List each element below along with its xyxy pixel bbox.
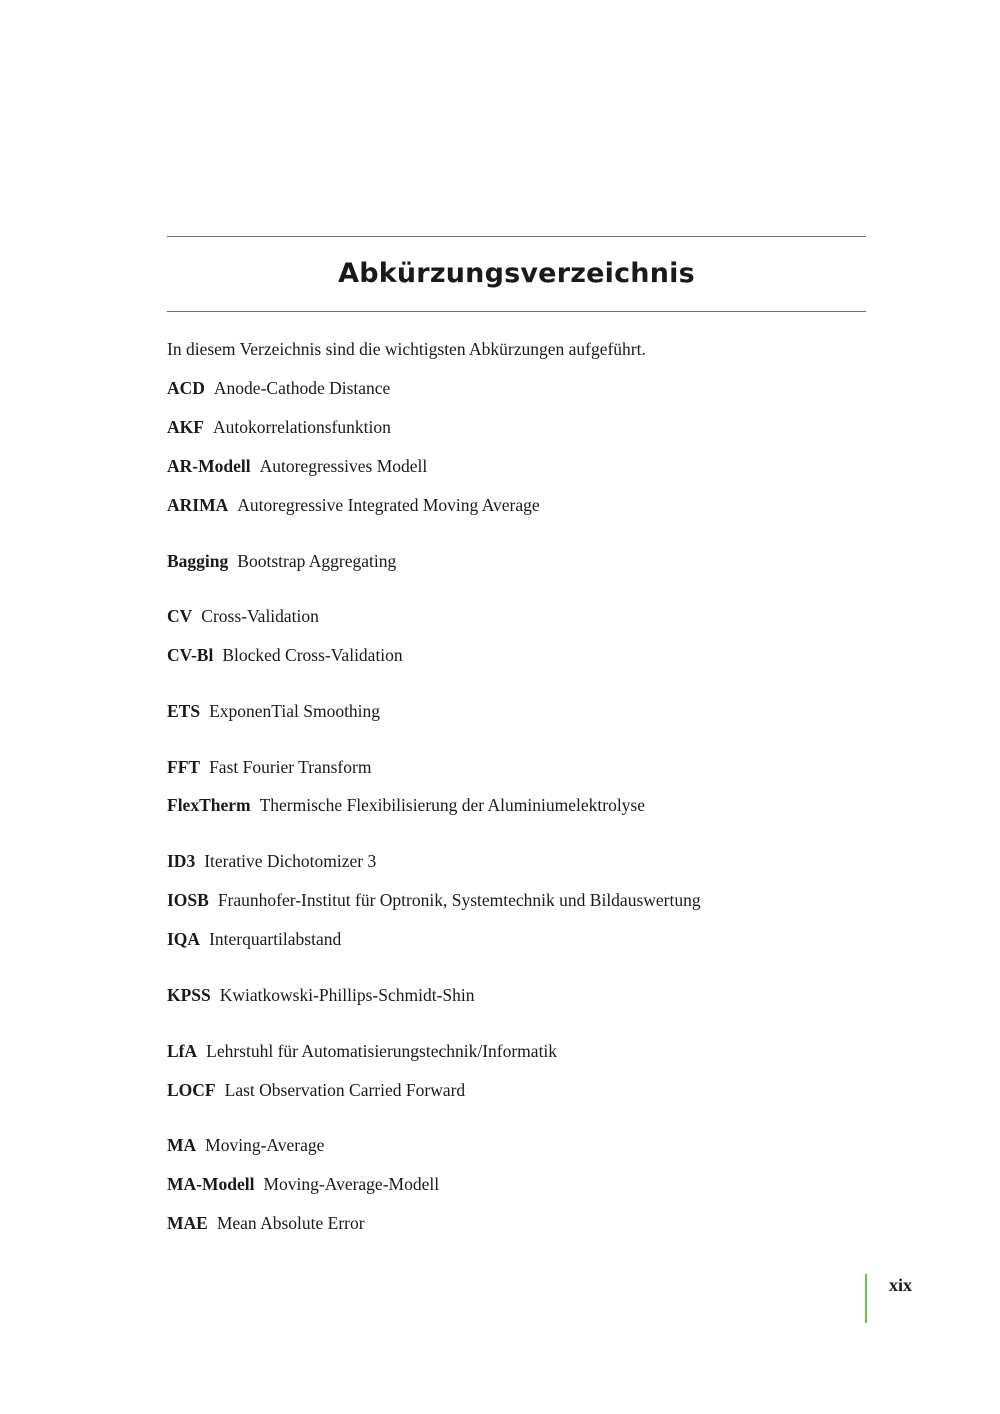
abbreviation: IOSB	[167, 890, 209, 910]
abbreviation: ID3	[167, 851, 196, 871]
abbreviation-definition: Autoregressives Modell	[259, 456, 428, 476]
list-item	[167, 794, 645, 816]
abbreviation-definition: Thermische Flexibilisierung der Aluminiumelektrolyse	[259, 795, 646, 815]
abbreviation-definition: Autoregressive Integrated Moving Average	[237, 495, 540, 515]
abbreviation: FlexTherm	[167, 795, 251, 815]
abbreviation-definition: Iterative Dichotomizer 3	[204, 851, 377, 871]
heading-rule-bottom	[167, 311, 866, 312]
intro-text: In diesem Verzeichnis sind die wichtigsten Abkürzungen aufgeführt.	[167, 339, 646, 359]
abbreviation-definition: Lehrstuhl für Automatisierungstechnik/Informatik	[206, 1041, 558, 1061]
abbreviation-definition: Bootstrap Aggregating	[237, 551, 397, 571]
abbreviation: MA-Modell	[167, 1174, 255, 1194]
heading-rule-top	[167, 236, 866, 237]
abbreviation: LfA	[167, 1041, 198, 1061]
list-item	[167, 1212, 365, 1234]
abbreviation-definition: Last Observation Carried Forward	[224, 1080, 466, 1100]
page-marker-bar	[865, 1274, 867, 1323]
abbreviation-definition: Moving-Average-Modell	[263, 1174, 440, 1194]
abbreviation: IQA	[167, 929, 201, 949]
list-item	[167, 494, 540, 516]
abbreviation: FFT	[167, 757, 201, 777]
abbreviation-definition: Fast Fourier Transform	[209, 757, 372, 777]
list-item	[167, 416, 391, 438]
list-item	[167, 1173, 439, 1195]
abbreviation-definition: Mean Absolute Error	[216, 1213, 365, 1233]
abbreviation: MA	[167, 1135, 197, 1155]
page-title: Abkürzungsverzeichnis	[338, 258, 695, 289]
list-item	[167, 700, 380, 722]
list-item	[167, 644, 403, 666]
abbreviation: ACD	[167, 378, 205, 398]
abbreviation-definition: Blocked Cross-Validation	[222, 645, 403, 665]
list-item	[167, 850, 376, 872]
list-item	[167, 889, 701, 911]
page-number: xix	[889, 1275, 913, 1295]
list-item	[167, 756, 371, 778]
abbreviation: AKF	[167, 417, 204, 437]
abbreviation-definition: Kwiatkowski-Phillips-Schmidt-Shin	[219, 985, 475, 1005]
list-item	[167, 605, 319, 627]
list-item	[167, 984, 475, 1006]
abbreviation-definition: ExponenTial Smoothing	[209, 701, 381, 721]
list-item	[167, 1040, 557, 1062]
abbreviation: CV	[167, 606, 193, 626]
abbreviation: LOCF	[167, 1080, 216, 1100]
list-item	[167, 1079, 465, 1101]
abbreviation-definition: Autokorrelationsfunktion	[212, 417, 391, 437]
abbreviation: KPSS	[167, 985, 211, 1005]
abbreviation-definition: Fraunhofer-Institut für Optronik, Systemtechnik und Bildauswertung	[217, 890, 701, 910]
list-item	[167, 1134, 324, 1156]
abbreviation-definition: Cross-Validation	[201, 606, 319, 626]
list-item	[167, 928, 341, 950]
abbreviation: ETS	[167, 701, 201, 721]
abbreviation: MAE	[167, 1213, 208, 1233]
abbreviation: Bagging	[167, 551, 229, 571]
list-item	[167, 550, 396, 572]
list-item	[167, 377, 390, 399]
abbreviation: CV-Bl	[167, 645, 214, 665]
abbreviation: AR-Modell	[167, 456, 251, 476]
abbreviation-definition: Moving-Average	[205, 1135, 325, 1155]
abbreviation-definition: Interquartilabstand	[209, 929, 342, 949]
abbreviation: ARIMA	[167, 495, 229, 515]
list-item	[167, 455, 427, 477]
abbreviation-definition: Anode-Cathode Distance	[213, 378, 391, 398]
